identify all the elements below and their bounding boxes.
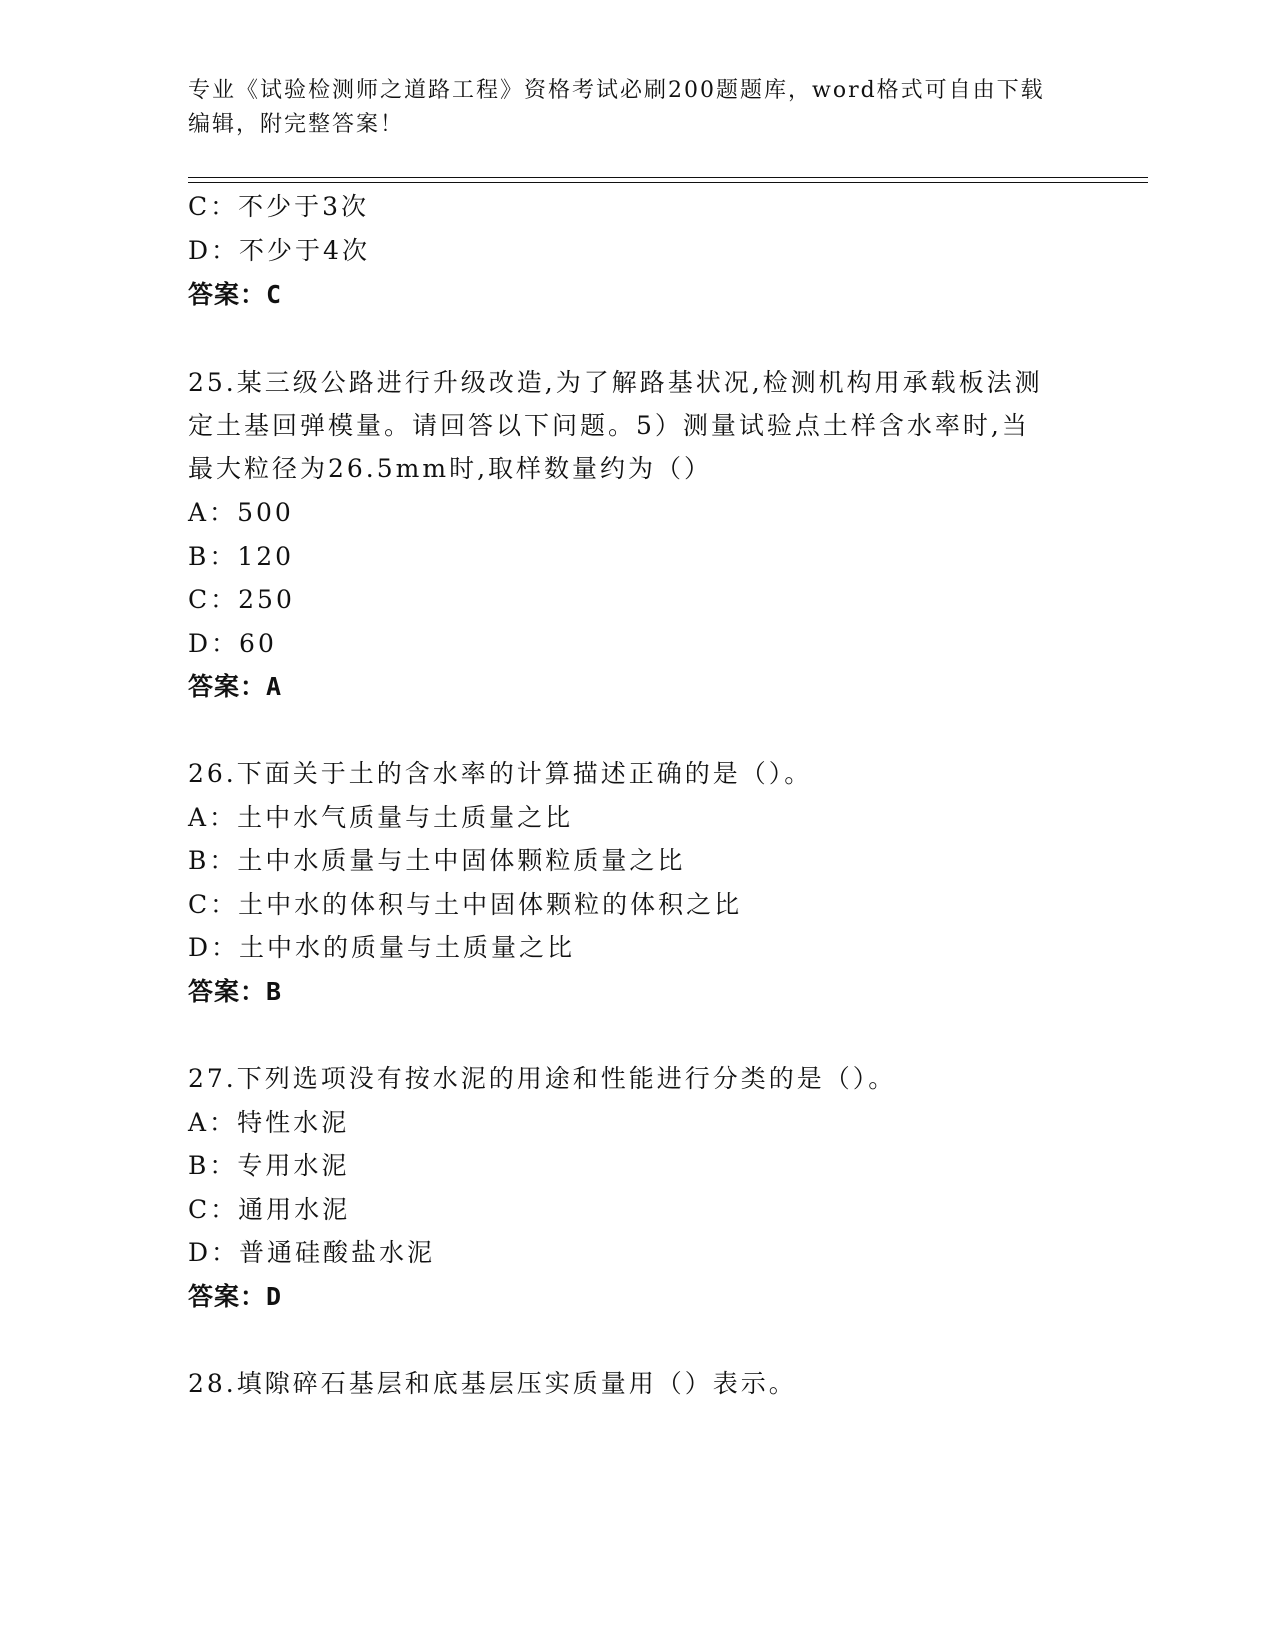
- option-a: [188, 803, 573, 833]
- option-text: 通用水泥: [238, 1195, 351, 1224]
- option-a: [188, 498, 294, 528]
- option-label: A：: [188, 498, 238, 527]
- option-c: [188, 1195, 350, 1225]
- option-label: C：: [188, 890, 239, 919]
- option-text: 500: [237, 498, 294, 527]
- option-label: C：: [188, 192, 239, 221]
- question-stem-line: 最大粒径为26.5mm时,取样数量约为（）: [188, 454, 713, 483]
- option-c: [188, 192, 369, 222]
- option-text: 土中水气质量与土质量之比: [237, 803, 574, 832]
- option-label: D：: [188, 629, 240, 658]
- option-c: [188, 585, 295, 615]
- option-text: 不少于3次: [238, 192, 370, 221]
- header-line-2: 编辑，附完整答案！: [188, 112, 405, 137]
- option-label: A：: [188, 1108, 238, 1137]
- option-text: 120: [237, 542, 295, 571]
- option-b: [188, 542, 294, 572]
- option-text: 土中水的质量与土质量之比: [239, 933, 576, 962]
- option-d: [188, 629, 277, 659]
- option-a: [188, 1108, 349, 1138]
- option-label: B：: [188, 1151, 238, 1180]
- option-text: 特性水泥: [237, 1108, 350, 1137]
- document-header: [188, 74, 1088, 142]
- option-label: D：: [188, 933, 240, 962]
- question-stem-line: 27.下列选项没有按水泥的用途和性能进行分类的是（）。: [188, 1064, 897, 1093]
- answer-line: 答案：B: [188, 977, 283, 1006]
- option-label: D：: [188, 1238, 240, 1267]
- question-stem-line: 28.填隙碎石基层和底基层压实质量用（）表示。: [188, 1369, 797, 1398]
- option-d: [188, 933, 575, 963]
- answer-line: 答案：A: [188, 672, 283, 701]
- option-text: 60: [239, 629, 277, 658]
- option-text: 专用水泥: [237, 1151, 350, 1180]
- header-divider-top: [188, 177, 1148, 178]
- option-label: A：: [188, 803, 238, 832]
- question-stem-line: 26.下面关于土的含水率的计算描述正确的是（）。: [188, 759, 813, 788]
- question-stem-line: 定土基回弹模量。请回答以下问题。5）测量试验点土样含水率时,当: [188, 411, 1030, 440]
- answer-line: 答案：C: [188, 280, 283, 309]
- option-text: 不少于4次: [239, 236, 370, 265]
- option-text: 土中水的体积与土中固体颗粒的体积之比: [238, 890, 743, 919]
- answer-line: 答案：D: [188, 1282, 283, 1311]
- option-d: [188, 1238, 435, 1268]
- option-text: 普通硅酸盐水泥: [239, 1238, 436, 1267]
- option-d: [188, 236, 370, 266]
- option-label: C：: [188, 585, 239, 614]
- option-label: C：: [188, 1195, 239, 1224]
- option-label: B：: [188, 542, 238, 571]
- option-text: 250: [238, 585, 295, 614]
- option-b: [188, 1151, 349, 1181]
- header-divider-bottom: [188, 182, 1148, 183]
- option-text: 土中水质量与土中固体颗粒质量之比: [237, 846, 686, 875]
- header-line-1: 专业《试验检测师之道路工程》资格考试必刷200题题库，word格式可自由下载: [188, 78, 1045, 103]
- option-b: [188, 846, 685, 876]
- option-label: D：: [188, 236, 240, 265]
- option-c: [188, 890, 742, 920]
- question-stem-line: 25.某三级公路进行升级改造,为了解路基状况,检测机构用承载板法测: [188, 368, 1043, 397]
- option-label: B：: [188, 846, 238, 875]
